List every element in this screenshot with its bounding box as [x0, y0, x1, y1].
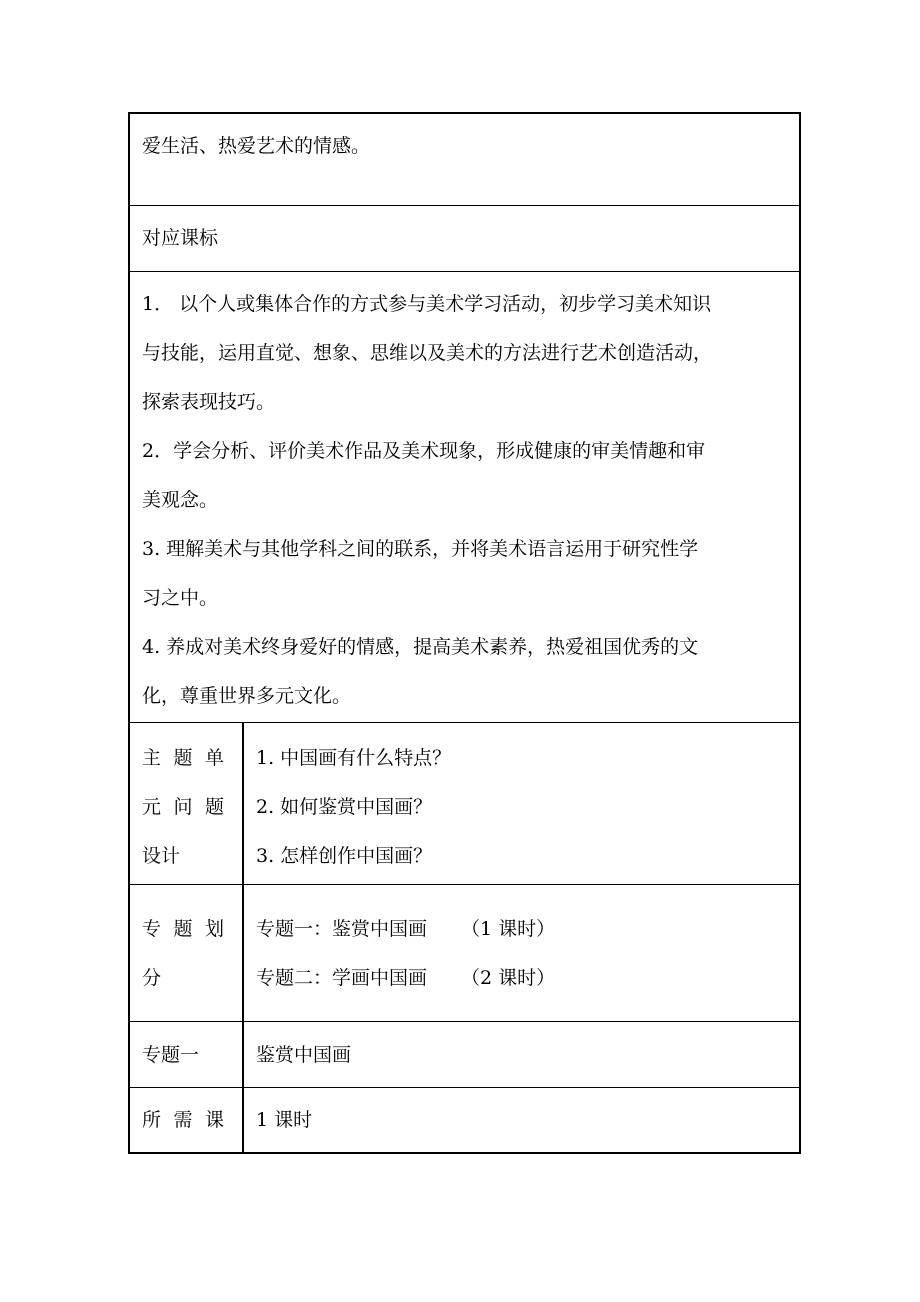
standards-line: 1． 以个人或集体合作的方式参与美术学习活动，初步学习美术知识	[142, 293, 712, 315]
theme-questions-row	[130, 722, 799, 884]
topic-one-row	[130, 1021, 799, 1087]
label-line: 专 题 划	[142, 918, 224, 940]
intro-tail-text: 爱生活、热爱艺术的情感。	[142, 135, 371, 157]
required-hours-value: 1 课时	[256, 1109, 313, 1131]
question-item: 3. 怎样创作中国画？	[256, 845, 433, 867]
intro-tail-row	[130, 114, 799, 205]
theme-questions-list	[244, 723, 799, 884]
curriculum-heading: 对应课标	[142, 227, 219, 249]
standards-line: 化，尊重世界多元文化。	[142, 685, 352, 707]
question-item: 1. 中国画有什么特点？	[256, 747, 452, 769]
standards-line: 4. 养成对美术终身爱好的情感，提高美术素养，热爱祖国优秀的文	[142, 636, 699, 658]
standards-line: 与技能，运用直觉、想象、思维以及美术的方法进行艺术创造活动，	[142, 342, 713, 364]
topic-division-list	[244, 885, 799, 1021]
standards-line: 习之中。	[142, 587, 219, 609]
question-item: 2. 如何鉴赏中国画？	[256, 796, 433, 818]
topic-item: 专题二：学画中国画 （2 课时）	[256, 967, 556, 989]
topic-one-label: 专题一	[130, 1022, 244, 1087]
topic-one-value: 鉴赏中国画	[256, 1044, 352, 1066]
standards-line: 探索表现技巧。	[142, 391, 276, 413]
topic-division-label	[130, 885, 244, 1021]
label-line: 所 需 课	[142, 1109, 224, 1131]
lesson-plan-table	[128, 112, 801, 1154]
topic-item: 专题一：鉴赏中国画 （1 课时）	[256, 918, 556, 940]
theme-questions-label	[130, 723, 244, 884]
required-hours-row	[130, 1087, 799, 1152]
required-hours-label	[130, 1088, 244, 1152]
standards-row	[130, 271, 799, 722]
label-line: 元 问 题	[142, 796, 224, 818]
label-line: 主 题 单	[142, 747, 224, 769]
standards-line: 美观念。	[142, 489, 219, 511]
curriculum-heading-row	[130, 205, 799, 271]
standards-line: 2．学会分析、评价美术作品及美术现象，形成健康的审美情趣和审	[142, 440, 706, 462]
topic-division-row	[130, 884, 799, 1021]
standards-line: 3. 理解美术与其他学科之间的联系，并将美术语言运用于研究性学	[142, 538, 699, 560]
label-line: 分	[142, 967, 162, 989]
label-line: 设计	[142, 845, 181, 867]
